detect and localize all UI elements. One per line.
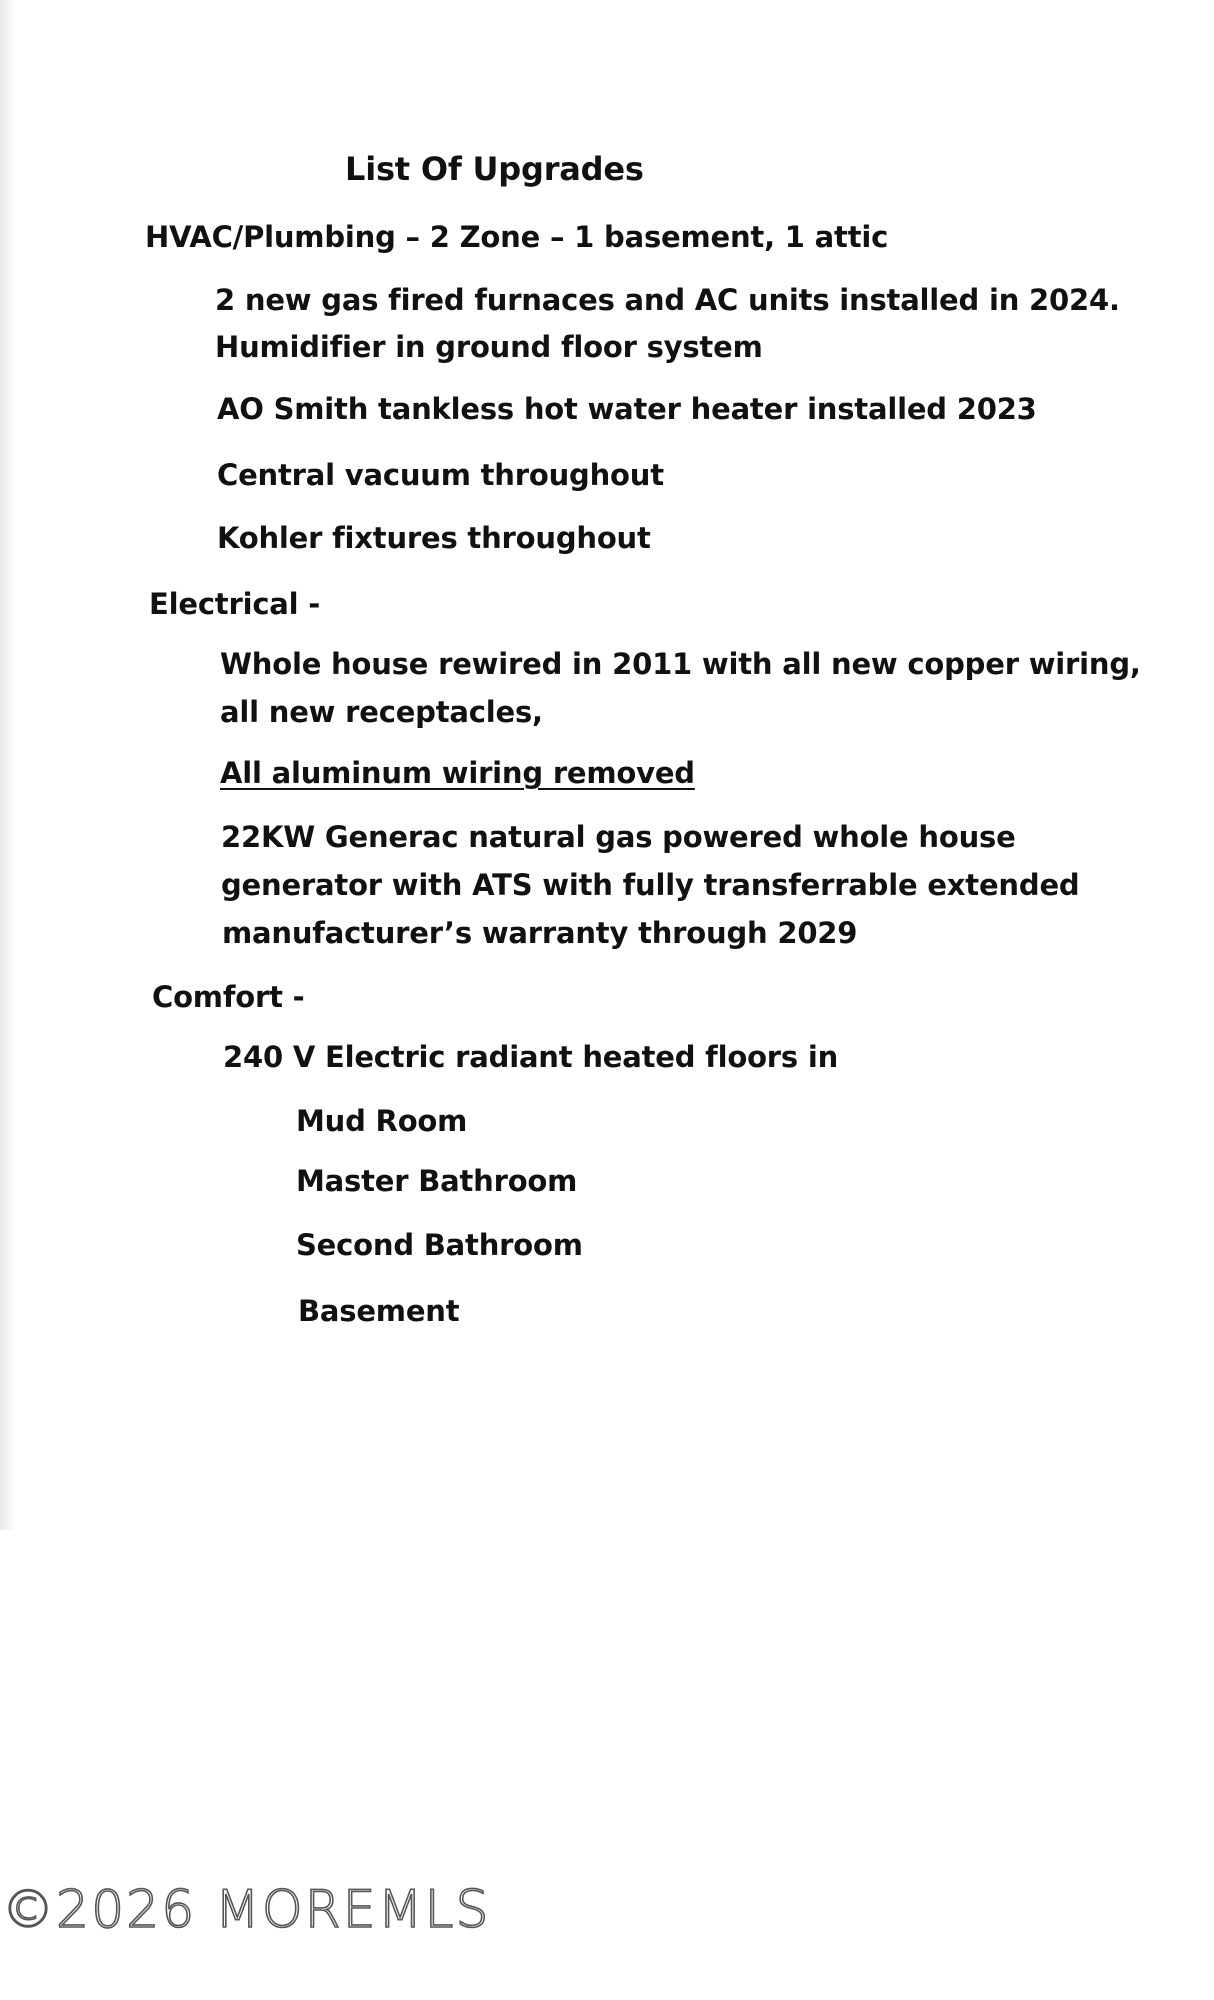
comfort-item: 240 V Electric radiant heated floors in [223,1040,839,1074]
hvac-item: AO Smith tankless hot water heater installed 2023 [217,392,1037,426]
electrical-item: manufacturer’s warranty through 2029 [222,916,858,950]
electrical-item: generator with ATS with fully transferrable extended [221,868,1080,902]
electrical-item-underlined: All aluminum wiring removed [220,756,695,790]
hvac-item: Central vacuum throughout [217,458,664,492]
hvac-item: Humidifier in ground floor system [215,330,763,364]
section-heading-hvac: HVAC/Plumbing – 2 Zone – 1 basement, 1 attic [145,220,889,254]
copyright-watermark: ©2026 MOREMLS [2,1880,491,1940]
comfort-room: Mud Room [296,1104,468,1138]
hvac-item: Kohler fixtures throughout [217,521,651,555]
electrical-item: all new receptacles, [220,695,543,729]
electrical-item: 22KW Generac natural gas powered whole house [221,820,1016,854]
comfort-room: Master Bathroom [296,1164,578,1198]
electrical-item: Whole house rewired in 2011 with all new copper wiring, [220,647,1141,681]
page-title: List Of Upgrades [345,150,644,188]
section-heading-electrical: Electrical - [149,587,321,621]
comfort-room: Second Bathroom [296,1228,583,1262]
hvac-item: 2 new gas fired furnaces and AC units installed in 2024. [215,283,1120,317]
section-heading-comfort: Comfort - [152,980,305,1014]
comfort-room: Basement [298,1294,460,1328]
